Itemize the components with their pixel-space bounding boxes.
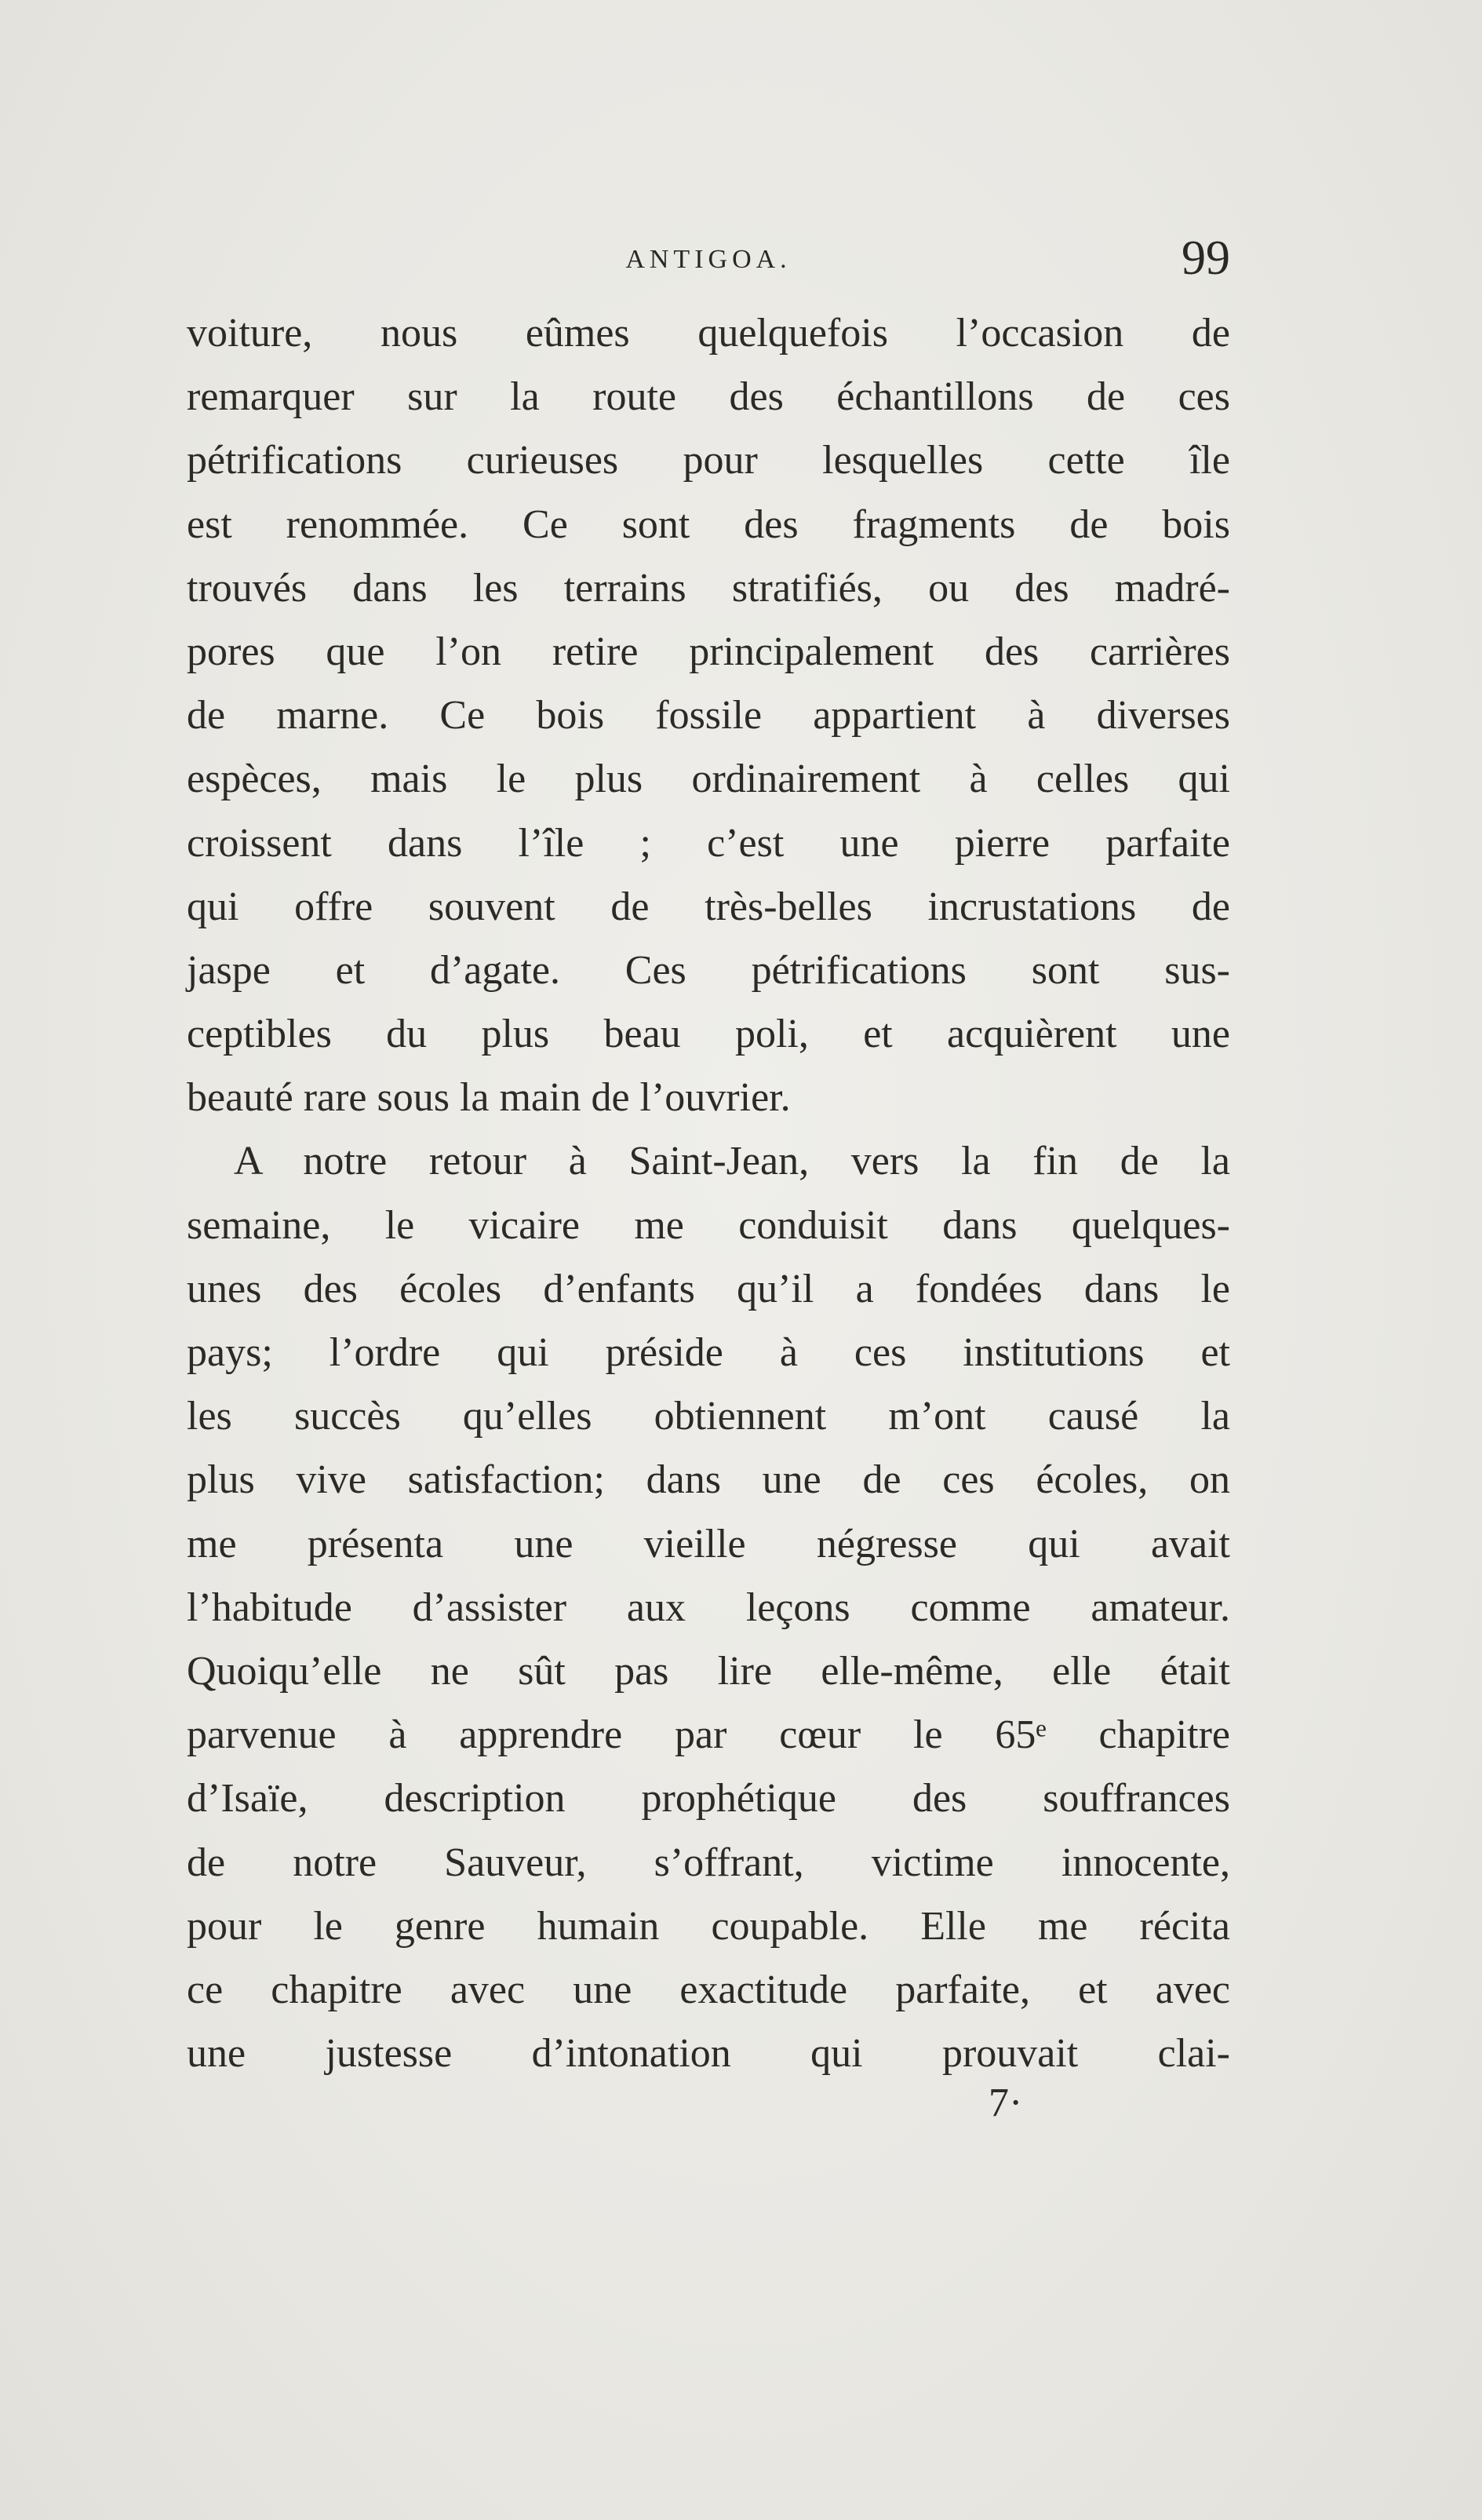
text-line: Quoiqu’elle ne sût pas lire elle-même, elle était <box>187 1648 1230 1694</box>
text-line: croissent dans l’île ; c’est une pierre parfaite <box>187 820 1230 866</box>
text-line: A notre retour à Saint-Jean, vers la fin de la <box>234 1139 1230 1184</box>
text-line: remarquer sur la route des échantillons de ces <box>187 374 1230 420</box>
text-line: les succès qu’elles obtiennent m’ont causé la <box>187 1394 1230 1439</box>
text-line: pour le genre humain coupable. Elle me récita <box>187 1903 1230 1949</box>
text-line: unes des écoles d’enfants qu’il a fondées dans le <box>187 1266 1230 1311</box>
text-line: parvenue à apprendre par cœur le 65ᵉ chapitre <box>187 1712 1230 1758</box>
text-line: l’habitude d’assister aux leçons comme amateur. <box>187 1585 1230 1630</box>
text-line: pays; l’ordre qui préside à ces institutions et <box>187 1330 1230 1375</box>
text-line: beauté rare sous la main de l’ouvrier. <box>187 1075 791 1121</box>
running-title: ANTIGOA. <box>625 245 792 274</box>
text-line: plus vive satisfaction; dans une de ces écoles, on <box>187 1457 1230 1503</box>
text-line: espèces, mais le plus ordinairement à celles qui <box>187 757 1230 802</box>
running-head <box>187 234 1230 297</box>
text-line: semaine, le vicaire me conduisit dans quelques- <box>187 1202 1230 1248</box>
text-line: ce chapitre avec une exactitude parfaite, et avec <box>187 1967 1230 2012</box>
signature-mark: 7· <box>989 2081 1023 2125</box>
text-line: jaspe et d’agate. Ces pétrifications sont sus- <box>187 947 1230 993</box>
text-line: de marne. Ce bois fossile appartient à diverses <box>187 693 1230 738</box>
text-line: est renommée. Ce sont des fragments de bois <box>187 501 1230 547</box>
text-line: pores que l’on retire principalement des carrières <box>187 629 1230 674</box>
text-line: qui offre souvent de très-belles incrustations de <box>187 884 1230 929</box>
text-line: d’Isaïe, description prophétique des souffrances <box>187 1776 1230 1822</box>
text-line: de notre Sauveur, s’offrant, victime innocente, <box>187 1840 1230 1885</box>
text-line: me présenta une vieille négresse qui avait <box>187 1521 1230 1566</box>
page-number: 99 <box>1182 232 1230 285</box>
text-line: pétrifications curieuses pour lesquelles cette île <box>187 438 1230 483</box>
body-text <box>187 301 1230 2085</box>
text-line: une justesse d’intonation qui prouvait clai- <box>187 2031 1230 2077</box>
text-line: ceptibles du plus beau poli, et acquièrent une <box>187 1012 1230 1057</box>
text-line: trouvés dans les terrains stratifiés, ou des madré- <box>187 565 1230 611</box>
text-line: voiture, nous eûmes quelquefois l’occasion de <box>187 311 1230 356</box>
